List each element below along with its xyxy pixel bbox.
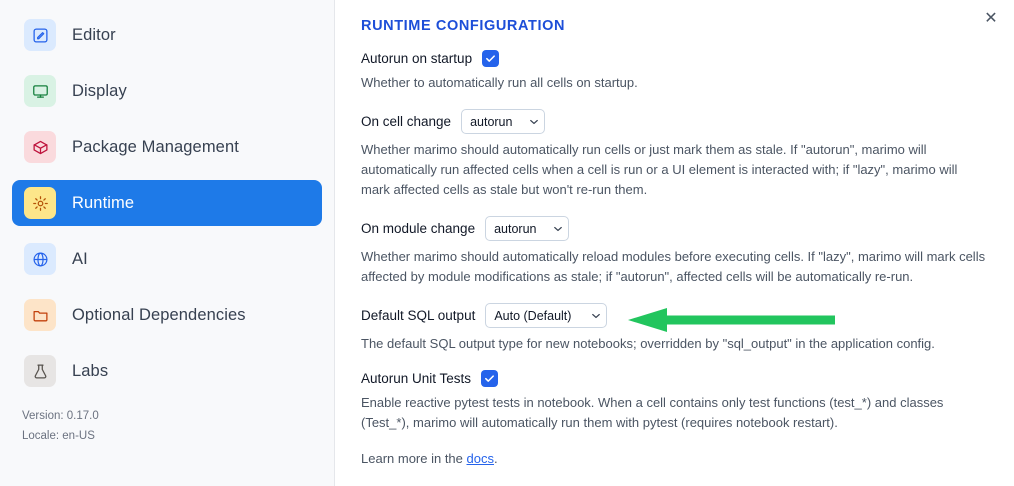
- autorun-on-startup-row: [361, 50, 986, 67]
- flask-icon: [24, 355, 56, 387]
- autorun-on-startup-checkbox[interactable]: [482, 50, 499, 67]
- sidebar-item-display[interactable]: [12, 68, 322, 114]
- folder-icon: [24, 299, 56, 331]
- sidebar-item-label: Display: [72, 81, 127, 100]
- pencil-square-icon: [24, 19, 56, 51]
- sidebar-item-runtime[interactable]: [12, 180, 322, 226]
- learn-more-suffix: .: [493, 451, 498, 466]
- on-module-change-label: On module change: [361, 221, 476, 236]
- sidebar-item-optional-dependencies[interactable]: [12, 292, 322, 338]
- version-text: Version: 0.17.0: [22, 410, 99, 422]
- chevron-down-icon: [530, 119, 538, 124]
- sidebar-item-labs[interactable]: [12, 348, 322, 394]
- default-sql-output-row: [361, 303, 986, 328]
- box-icon: [24, 131, 56, 163]
- autorun-unit-tests-row: [361, 370, 986, 387]
- autorun-unit-tests-label: Autorun Unit Tests: [361, 371, 472, 386]
- sidebar-item-label: AI: [72, 249, 88, 268]
- default-sql-output-label: Default SQL output: [361, 308, 476, 323]
- on-cell-change-row: [361, 109, 986, 134]
- on-module-change-select[interactable]: [485, 216, 569, 241]
- chevron-down-icon: [592, 313, 600, 318]
- autorun-on-startup-label: Autorun on startup: [361, 51, 473, 66]
- on-module-change-description: Whether marimo should automatically reload modules before executing cells. If "lazy", marimo will mark cells affected by module modifications as stale; if "autorun", affected cells will be automatically re-run.: [361, 249, 986, 284]
- learn-more-prefix: Learn more in the: [361, 451, 467, 466]
- autorun-unit-tests-checkbox[interactable]: [481, 370, 498, 387]
- sidebar-nav: [0, 0, 334, 394]
- on-cell-change-select[interactable]: [461, 109, 545, 134]
- sidebar-footer: [22, 406, 99, 446]
- sidebar-item-label: Editor: [72, 25, 116, 44]
- autorun-unit-tests-description: Enable reactive pytest tests in notebook. When a cell contains only test functions (test_*) and classes (Test_*), marimo will automatically run them with pytest (requires notebook restart).: [361, 395, 944, 430]
- default-sql-output-value: Auto (Default): [494, 308, 572, 323]
- chevron-down-icon: [554, 226, 562, 231]
- on-cell-change-description: Whether marimo should automatically run cells or just mark them as stale. If "autorun", marimo will automatically run affected cells when a cell is run or a UI element is interacted with; if "lazy", marimo will mark affected cells as stale but won't re-run them.: [361, 142, 958, 197]
- page-title: RUNTIME CONFIGURATION: [361, 18, 566, 34]
- on-cell-change-label: On cell change: [361, 114, 452, 129]
- monitor-icon: [24, 75, 56, 107]
- on-module-change-value: autorun: [494, 221, 537, 236]
- sidebar-item-label: Runtime: [72, 193, 135, 212]
- on-module-change-row: [361, 216, 986, 241]
- sidebar-item-ai[interactable]: [12, 236, 322, 282]
- close-icon[interactable]: ✕: [978, 6, 1004, 32]
- autorun-on-startup-description: Whether to automatically run all cells on startup.: [361, 75, 638, 90]
- learn-more-text: [361, 451, 986, 466]
- on-cell-change-value: autorun: [470, 114, 513, 129]
- sidebar-item-label: Optional Dependencies: [72, 305, 246, 324]
- docs-link[interactable]: docs: [466, 451, 494, 466]
- sidebar-item-label: Package Management: [72, 137, 239, 156]
- sidebar-item-package-management[interactable]: [12, 124, 322, 170]
- atom-icon: [24, 243, 56, 275]
- locale-text: Locale: en-US: [22, 430, 95, 442]
- settings-content: [335, 0, 1014, 486]
- sidebar-item-label: Labs: [72, 361, 109, 380]
- default-sql-output-select[interactable]: [485, 303, 607, 328]
- default-sql-output-description: The default SQL output type for new notebooks; overridden by "sql_output" in the application config.: [361, 336, 935, 351]
- sidebar-item-editor[interactable]: [12, 12, 322, 58]
- settings-sidebar: [0, 0, 335, 486]
- gear-icon: [24, 187, 56, 219]
